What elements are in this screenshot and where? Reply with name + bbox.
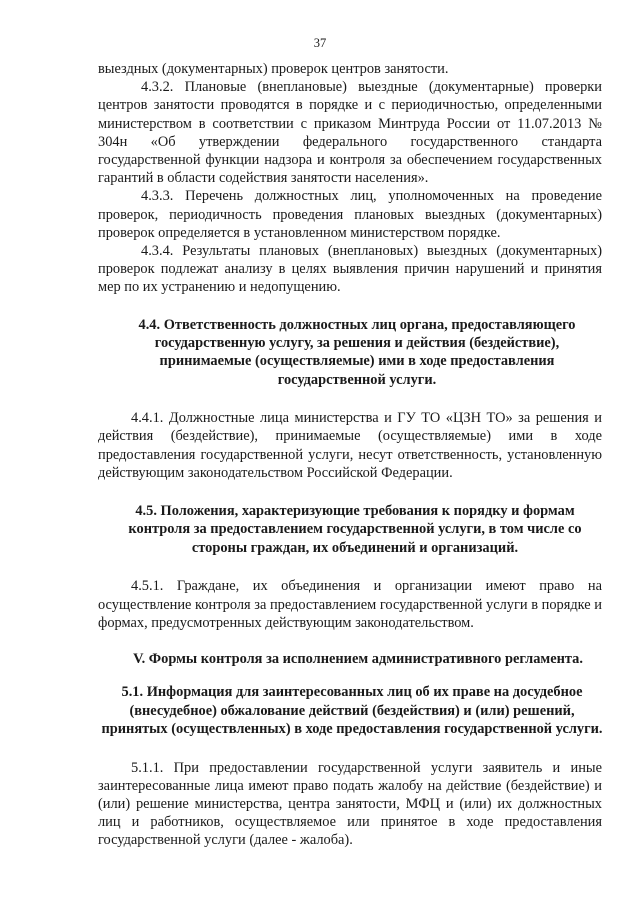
- paragraph-continuation: выездных (документарных) проверок центров занятости.: [98, 61, 449, 77]
- paragraph-4-3-2: 4.3.2. Плановые (внеплановые) выездные (документарные) проверки центров занятости проводятся в порядке и с периодичностью, определенными министерством в соответствии с приказом Минтруда России от 11.07.2013 № 304н «Об утверждении федерального государственного стандарта государственной функции надзора и контроля за обеспечением государственных гарантий в области содействия занятости населения».: [98, 79, 602, 187]
- page-number: 37: [313, 36, 327, 50]
- heading-4-4: 4.4. Ответственность должностных лиц органа, предоставляющего государственную услугу, за решения и действия (бездействие), принимаемые (осуществляемые) ими в ходе предоставления государственной услуги.: [138, 316, 576, 388]
- page-content: [98, 60, 602, 850]
- paragraph-4-4-1: 4.4.1. Должностные лица министерства и ГУ ТО «ЦЗН ТО» за решения и действия (бездействие), принимаемые (осуществляемые) ими в ходе предоставления государственной услуги, несут ответственность, установленную действующим законодательством Российской Федерации.: [98, 410, 602, 481]
- paragraph-4-3-4: 4.3.4. Результаты плановых (внеплановых) выездных (документарных) проверок подлежат анализу в целях выявления причин нарушений и принятия мер по их устранению и недопущению.: [98, 243, 602, 296]
- paragraph-4-5-1: 4.5.1. Граждане, их объединения и организации имеют право на осуществление контроля за предоставлением государственной услуги в порядке и формах, предусмотренных действующим законодательством.: [98, 578, 602, 631]
- heading-4-5: 4.5. Положения, характеризующие требования к порядку и формам контроля за предоставлением государственной услуги, в том числе со стороны граждан, их объединений и организаций.: [128, 503, 582, 556]
- heading-5-1: 5.1. Информация для заинтересованных лиц об их праве на досудебное (внесудебное) обжалование действий (бездействия) и (или) решений, принятых (осуществленных) в ходе предоставления государственной услуги.: [101, 684, 603, 738]
- heading-section-v: V. Формы контроля за исполнением административного регламента.: [133, 650, 583, 667]
- paragraph-4-3-3: 4.3.3. Перечень должностных лиц, уполномоченных на проведение проверок, периодичность проведения плановых выездных (документарных) проверок определяется в установленном министерством порядке.: [98, 188, 602, 241]
- paragraph-5-1-1: 5.1.1. При предоставлении государственной услуги заявитель и иные заинтересованные лица имеют право подать жалобу на действие (бездействие) и (или) решение министерства, центра занятости, МФЦ и (или) их должностных лиц и работников, осуществляемое или принятое в ходе предоставления государственной услуги (далее - жалоба).: [98, 759, 602, 849]
